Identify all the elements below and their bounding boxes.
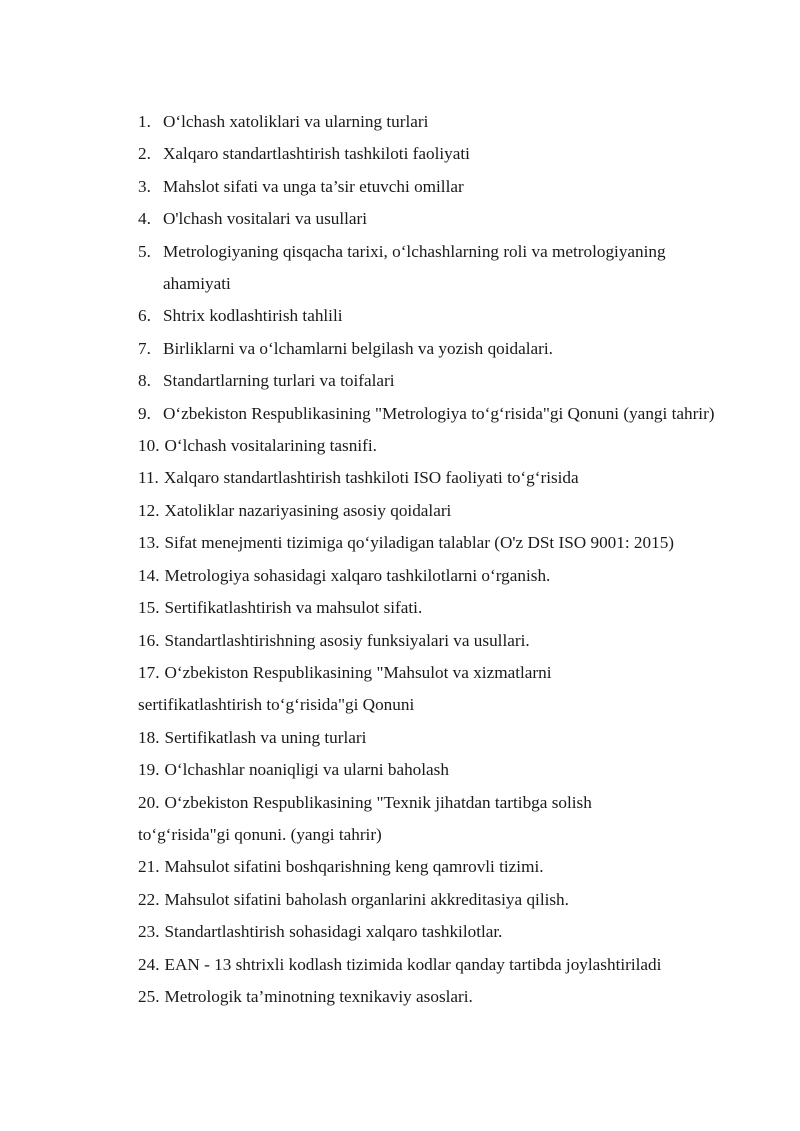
item-text: Birliklarni va o‘lchamlarni belgilash va yozish qoidalari.	[163, 338, 553, 358]
list-item	[138, 560, 738, 592]
item-number: 19.	[138, 760, 160, 780]
item-number: 15.	[138, 598, 160, 618]
item-text: Metrologiya sohasidagi xalqaro tashkilotlarni o‘rganish.	[164, 565, 551, 585]
item-number: 10.	[138, 436, 160, 456]
item-number: 2.	[138, 144, 151, 164]
list-item	[138, 949, 778, 981]
list-item	[138, 171, 758, 203]
item-number: 4.	[138, 209, 151, 229]
item-number: 18.	[138, 727, 160, 747]
topic-list	[138, 106, 758, 1013]
item-text: Metrologik ta’minotning texnikaviy asoslari.	[164, 986, 473, 1006]
list-item	[138, 203, 758, 235]
list-item	[138, 398, 758, 430]
item-number: 22.	[138, 889, 160, 909]
list-item	[138, 884, 738, 916]
list-item	[138, 462, 738, 494]
item-number: 12.	[138, 500, 160, 520]
item-number: 17.	[138, 662, 160, 682]
list-item	[138, 754, 738, 786]
item-text: Sertifikatlash va uning turlari	[164, 727, 367, 747]
item-text: O‘lchash vositalarining tasnifi.	[164, 436, 377, 456]
item-text: Sertifikatlashtirish va mahsulot sifati.	[164, 598, 423, 618]
item-text: Standartlashtirishning asosiy funksiyalari va usullari.	[164, 630, 530, 650]
list-item	[138, 333, 758, 365]
item-text: Xalqaro standartlashtirish tashkiloti ISO faoliyati to‘g‘risida	[163, 468, 579, 488]
list-item	[138, 722, 738, 754]
item-number: 23.	[138, 922, 160, 942]
item-text: Standartlarning turlari va toifalari	[163, 371, 395, 391]
item-text: O‘zbekiston Respublikasining "Texnik jihatdan tartibga solish to‘g‘risida"gi qonuni. (yangi tahrir)	[138, 792, 592, 844]
list-item	[138, 495, 738, 527]
item-number: 9.	[138, 403, 151, 423]
item-number: 24.	[138, 954, 160, 974]
list-item	[138, 787, 658, 852]
item-number: 13.	[138, 533, 160, 553]
item-number: 5.	[138, 241, 151, 261]
item-number: 7.	[138, 338, 151, 358]
item-number: 1.	[138, 112, 151, 131]
item-number: 14.	[138, 565, 160, 585]
list-item	[138, 851, 738, 883]
item-text: O'lchash vositalari va usullari	[163, 209, 368, 229]
item-text: Mahsulot sifatini baholash organlarini akkreditasiya qilish.	[164, 889, 569, 909]
item-text: EAN - 13 shtrixli kodlash tizimida kodlar qanday tartibda joylashtiriladi	[164, 954, 662, 974]
item-text: Metrologiyaning qisqacha tarixi, o‘lchashlarning roli va metrologiyaning ahamiyati	[163, 241, 666, 294]
item-number: 11.	[138, 468, 159, 488]
item-number: 6.	[138, 306, 151, 326]
list-item	[138, 981, 738, 1013]
list-item	[138, 138, 758, 170]
item-number: 3.	[138, 176, 151, 196]
item-text: Standartlashtirish sohasidagi xalqaro tashkilotlar.	[164, 922, 503, 942]
list-item	[138, 236, 758, 301]
item-text: Shtrix kodlashtirish tahlili	[163, 306, 343, 326]
list-item	[138, 300, 758, 332]
item-text: O‘lchash xatoliklari va ularning turlari	[163, 112, 429, 131]
item-text: Mahslot sifati va unga ta’sir etuvchi omillar	[163, 176, 464, 196]
list-item	[138, 106, 758, 138]
list-item	[138, 430, 738, 462]
item-text: Xatoliklar nazariyasining asosiy qoidalari	[164, 500, 452, 520]
item-number: 20.	[138, 792, 160, 812]
list-item	[138, 527, 778, 559]
item-number: 16.	[138, 630, 160, 650]
item-text: Sifat menejmenti tizimiga qo‘yiladigan talablar (O'z DSt ISO 9001: 2015)	[164, 533, 675, 553]
item-text: Xalqaro standartlashtirish tashkiloti faoliyati	[163, 144, 470, 164]
item-number: 25.	[138, 986, 160, 1006]
list-item	[138, 657, 658, 722]
item-text: O‘zbekiston Respublikasining "Mahsulot va xizmatlarni sertifikatlashtirish to‘g‘risida"gi Qonuni	[138, 662, 552, 715]
list-item	[138, 625, 738, 657]
item-text: O‘lchashlar noaniqligi va ularni baholash	[164, 760, 449, 780]
item-number: 8.	[138, 371, 151, 391]
list-item	[138, 916, 738, 948]
list-item	[138, 365, 758, 397]
list-item	[138, 592, 738, 624]
item-text: O‘zbekiston Respublikasining "Metrologiya to‘g‘risida"gi Qonuni (yangi tahrir)	[163, 403, 715, 423]
item-number: 21.	[138, 857, 160, 877]
item-text: Mahsulot sifatini boshqarishning keng qamrovli tizimi.	[164, 857, 544, 877]
